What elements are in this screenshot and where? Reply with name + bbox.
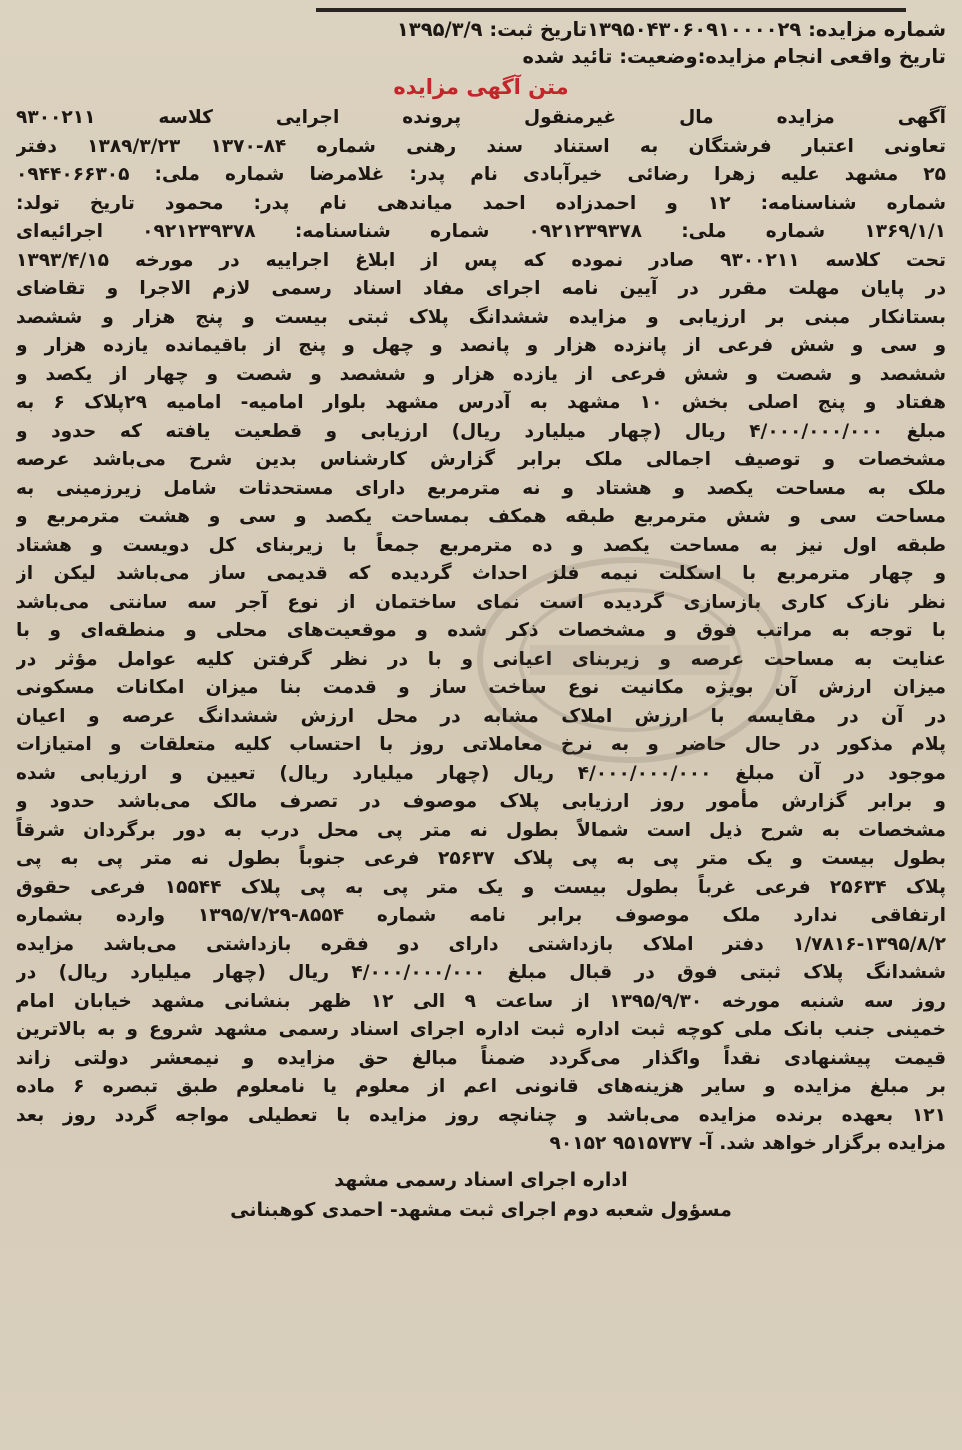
- body-line: طبقه اول نیز به مساحت یکصد و ده مترمربع جمعاً با زیربنای کل دویست و هشتاد: [16, 534, 946, 556]
- body-line: خمینی جنب بانک ملی کوچه ثبت اداره ثبت اداره اجرای اسناد رسمی مشهد شروع و به بالاترین: [16, 1019, 946, 1040]
- body-line: و چهار مترمربع با اسکلت نیمه فلز احداث گردیده که قدیمی ساز می‌باشد لیکن از: [16, 563, 946, 584]
- body-line: ۲۵ مشهد علیه زهرا رضائی خیرآبادی نام پدر: غلامرضا شماره ملی: ۰۹۴۴۰۶۶۳۰۵: [16, 164, 946, 185]
- body-line: پلام مذکور در حال حاضر و به نرخ معاملاتی روز با احتساب کلیه متعلقات و امتیازات: [16, 734, 946, 755]
- body-line: میزان ارزش آن بویژه مکانیت نوع ساخت ساز و قدمت بنا میزان امکانات مسکونی: [16, 677, 946, 698]
- body-line: نظر نازک کاری بازسازی گردیده است نمای ساختمان از نوع آجر سه سانتی می‌باشد: [16, 591, 946, 613]
- body-line: ششصد و شصت و شش فرعی از یازده هزار و ششصد و شصت و چهار از یکصد و: [16, 363, 946, 385]
- body-line: بستانکار مبنی بر ارزیابی و مزایده ششدانگ پلاک ثبتی بیست و پنج هزار و ششصد: [16, 306, 946, 328]
- auction-status-line: تاریخ واقعی انجام مزایده:وضعیت: تائید شده: [522, 45, 946, 68]
- body-line: هفتاد و پنج اصلی بخش ۱۰ مشهد به آدرس مشهد بلوار امامیه- امامیه ۲۹پلاک ۶ به: [16, 392, 946, 413]
- body-line: قیمت پیشنهادی نقداً واگذار می‌گردد ضمناً مبالغ حق مزایده و نیمعشر دولتی زاند: [16, 1047, 946, 1069]
- body-line: مزایده برگزار خواهد شد. آ- ۹۵۱۵۷۳۷ ۹۰۱۵۲: [549, 1133, 946, 1154]
- body-line: با توجه به مراتب فوق و مشخصات ذکر شده و موقعیت‌های محلی و منطقه‌ای و با: [16, 620, 946, 641]
- body-line: موجود در آن مبلغ ۴/۰۰۰/۰۰۰/۰۰۰ ریال (چهار میلیارد ریال) تعیین و ارزیابی شده: [16, 762, 946, 784]
- body-line: در آن در مقایسه با ارزش املاک مشابه در محل ارزش ششدانگ عرصه و اعیان: [16, 705, 946, 727]
- body-line: و سی و شش فرعی از پانزده هزار و پانصد و چهل و پنج از باقیمانده یازده هزار و: [16, 335, 946, 356]
- body-line: پلاک ۲۵۶۳۴ فرعی غرباً بطول بیست و یک متر پی به پی پلاک ۱۵۵۴۴ فرعی حقوق: [16, 876, 946, 898]
- body-line: و برابر گزارش مأمور روز ارزیابی پلاک موصوف در تصرف مالک می‌باشد حدود و: [16, 791, 946, 812]
- body-line: مساحت سی و شش مترمربع طبقه همکف بمساحت یکصد و سی و هشت مترمربع و: [16, 506, 946, 527]
- official-signatory: مسؤول شعبه دوم اجرای ثبت مشهد- احمدی کوهبنانی: [230, 1198, 732, 1221]
- body-line: ۱۲۱ بعهده برنده مزایده می‌باشد و چنانچه روز مزایده با تعطیلی مواجه گردد روز بعد: [16, 1104, 946, 1126]
- body-line: در پایان مهلت مقرر در آیین نامه اجرای مفاد اسناد رسمی لازم الاجرا و تقاضای: [16, 278, 946, 299]
- body-line: تعاونی اعتبار فرشتگان به استناد سند رهنی شماره ۸۴-۱۳۷۰ ۱۳۸۹/۳/۲۳ دفتر: [16, 135, 946, 157]
- auction-number-line: شماره مزایده: ۱۳۹۵۰۴۳۰۶۰۹۱۰۰۰۰۲۹تاریخ ثبت: ۱۳۹۵/۳/۹: [396, 18, 946, 41]
- office-name: اداره اجرای اسناد رسمی مشهد: [334, 1168, 628, 1191]
- body-line: بر مبلغ مزایده و سایر هزینه‌های قانونی اعم از معلوم یا نامعلوم طبق تبصره ۶ ماده: [16, 1076, 946, 1097]
- body-line: بطول بیست و یک متر پی به پی پلاک ۲۵۶۳۷ فرعی جنوباً بطول نه متر پی به پی: [16, 848, 946, 869]
- body-line: ملک به مساحت یکصد و هشتاد و نه مترمربع دارای مستحدثات شامل زیرزمینی به: [16, 477, 946, 499]
- body-line: ۱/۷۸۱۶-۱۳۹۵/۸/۲ دفتر املاک بازداشتی دارای دو فقره بازداشتی می‌باشد مزایده: [16, 933, 946, 955]
- body-line: عنایت به مساحت عرصه و زیربنای اعیانی و با در نظر گرفتن کلیه عوامل مؤثر در: [16, 648, 946, 670]
- body-line: تحت کلاسه ۹۳۰۰۲۱۱ صادر نموده که پس از ابلاغ اجراییه در مورخه ۱۳۹۳/۴/۱۵: [16, 249, 946, 271]
- body-line: مشخصات به شرح ذیل است شمالاً بطول نه متر پی محل درب به دور برگردان شرقاً: [16, 819, 946, 841]
- signature-block: [16, 1165, 946, 1225]
- body-line: مبلغ ۴/۰۰۰/۰۰۰/۰۰۰ ریال (چهار میلیارد ریال) ارزیابی و قطعیت یافته که حدود و: [16, 420, 946, 442]
- body-line: روز سه شنبه مورخه ۱۳۹۵/۹/۳۰ از ساعت ۹ الی ۱۲ ظهر بنشانی مشهد خیابان امام: [16, 990, 946, 1012]
- body-line: آگهی مزایده مال غیرمنقول پرونده اجرایی کلاسه ۹۳۰۰۲۱۱: [16, 107, 946, 128]
- body-line: شماره شناسنامه: ۱۲ و احمدزاده احمد میاندهی نام پدر: محمود تاریخ تولد:: [16, 192, 946, 214]
- announcement-title: متن آگهی مزایده: [393, 75, 569, 99]
- body-line: مشخصات و توصیف اجمالی ملک برابر گزارش کارشناس بدین شرح می‌باشد عرصه: [16, 449, 946, 470]
- top-rule: [316, 8, 906, 12]
- body-line: ششدانگ پلاک ثبتی فوق در قبال مبلغ ۴/۰۰۰/۰۰۰/۰۰۰ ریال (چهار میلیارد ریال) در: [16, 962, 946, 983]
- body-line: ارتفاقی ندارد ملک موصوف برابر نامه شماره ۸۵۵۴-۱۳۹۵/۷/۲۹ وارده بشماره: [16, 905, 946, 926]
- announcement-body: [16, 104, 946, 1159]
- body-line: ۱۳۶۹/۱/۱ شماره ملی: ۰۹۲۱۲۳۹۳۷۸ شماره شناسنامه: ۰۹۲۱۲۳۹۳۷۸ اجرائیه‌ای: [16, 221, 946, 242]
